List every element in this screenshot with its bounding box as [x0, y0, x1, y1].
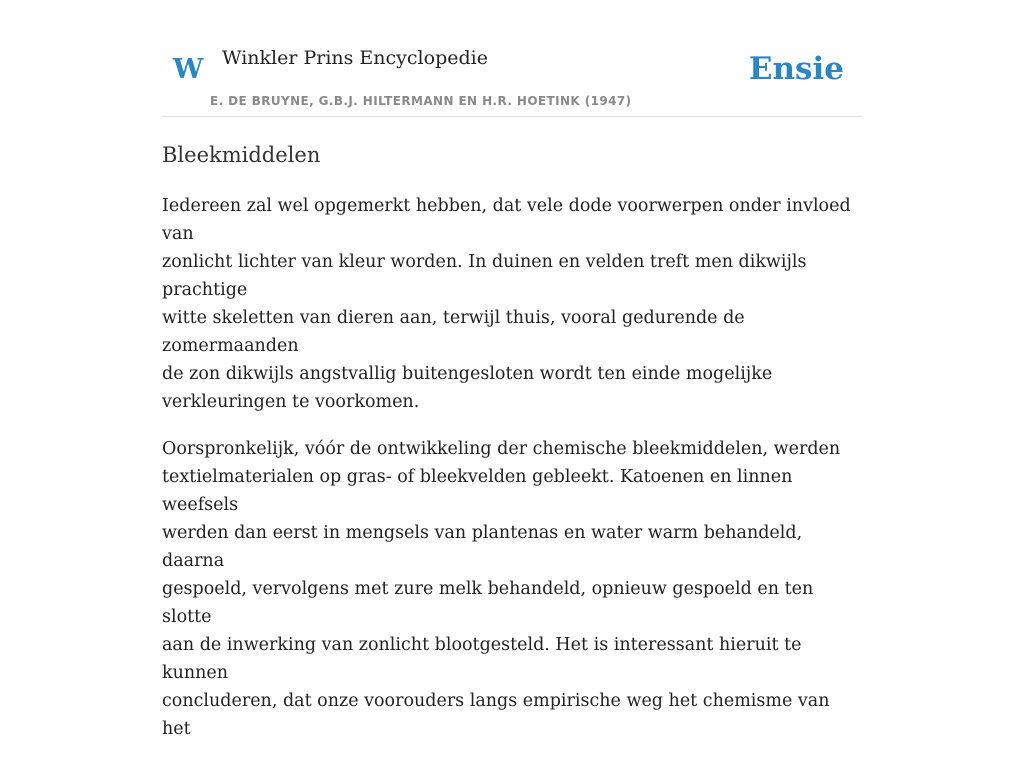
publication-logo-icon[interactable]: W — [173, 54, 204, 85]
text-line: gespoeld, vervolgens met zure melk behandeld, opnieuw gespoeld en ten slotte — [162, 579, 814, 627]
text-line: Iedereen zal wel opgemerkt hebben, dat vele dode voorwerpen onder invloed van — [162, 196, 851, 244]
text-line: aan de inwerking van zonlicht blootgesteld. Het is interessant hieruit te kunnen — [162, 635, 802, 683]
publication-title[interactable]: Winkler Prins Encyclopedie — [222, 47, 488, 69]
article-title: Bleekmiddelen — [162, 143, 321, 167]
text-line: witte skeletten van dieren aan, terwijl thuis, vooral gedurende de zomermaanden — [162, 308, 745, 356]
text-line: de zon dikwijls angstvallig buitengesloten wordt ten einde mogelijke — [162, 364, 773, 384]
text-line: werden dan eerst in mengsels van plantenas en water warm behandeld, daarna — [162, 523, 803, 571]
paragraph-1 — [162, 192, 862, 416]
text-line: verkleuringen te voorkomen. — [162, 392, 420, 412]
article-body — [162, 192, 862, 762]
site-header — [162, 0, 862, 117]
text-line: zonlicht lichter van kleur worden. In duinen en velden treft men dikwijls prachtige — [162, 252, 807, 300]
text-line: Oorspronkelijk, vóór de ontwikkeling der chemische bleekmiddelen, werden — [162, 439, 841, 459]
text-line: concluderen, dat onze voorouders langs empirische weg het chemisme van het — [162, 691, 830, 739]
publication-authors: E. DE BRUYNE, G.B.J. HILTERMANN EN H.R. HOETINK (1947) — [210, 94, 632, 108]
paragraph-2 — [162, 435, 862, 743]
text-line: textielmaterialen op gras- of bleekvelden gebleekt. Katoenen en linnen weefsels — [162, 467, 793, 515]
ensie-logo[interactable]: Ensie — [748, 51, 844, 87]
